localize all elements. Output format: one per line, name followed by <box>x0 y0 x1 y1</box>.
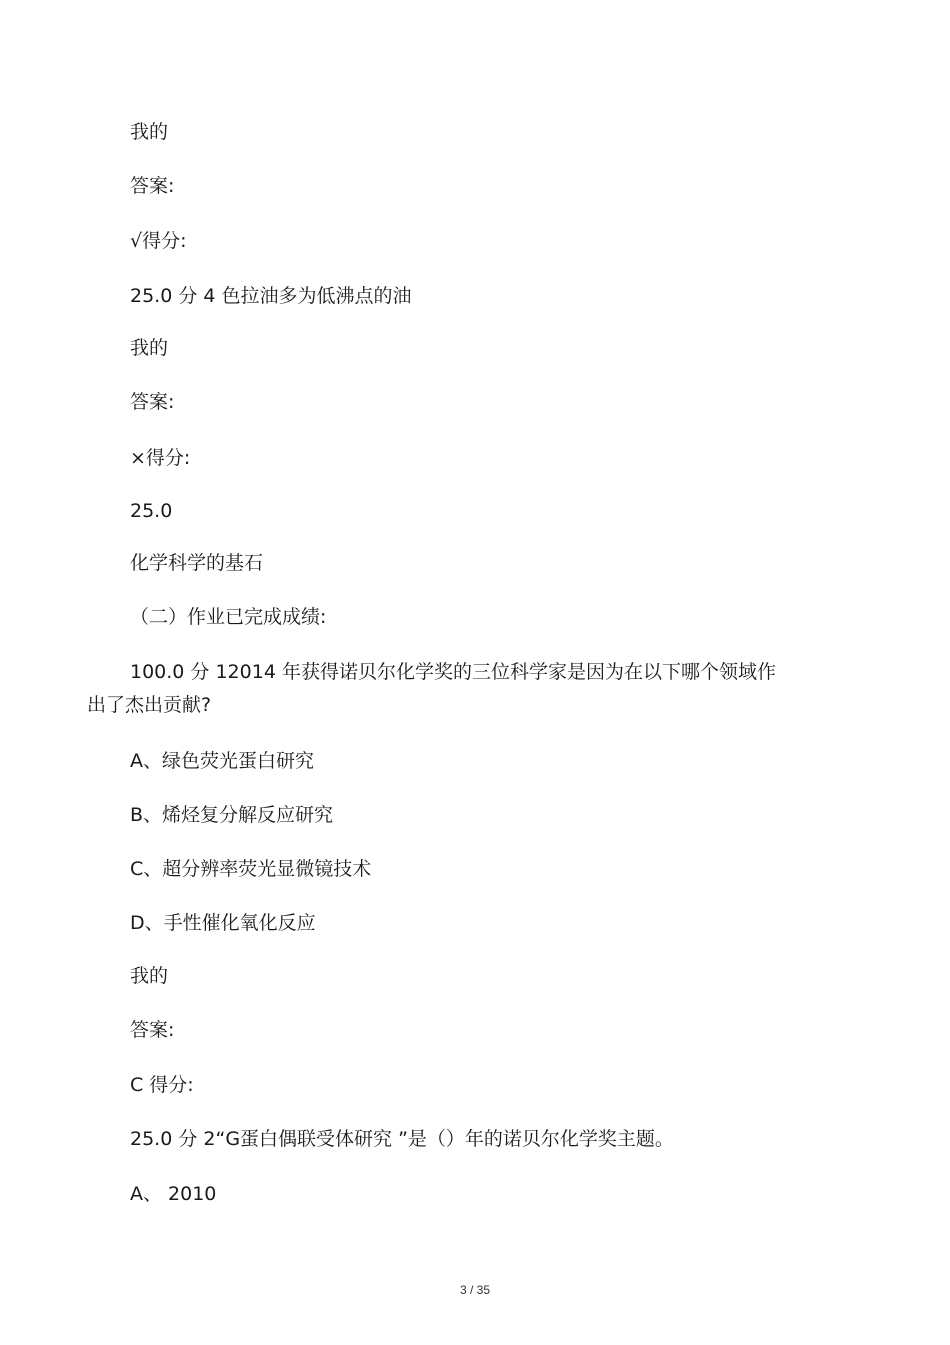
text-line: 我的 <box>130 965 169 987</box>
text-line: 我的 <box>130 337 169 359</box>
question-line-continued: 出了杰出贡献? <box>87 694 212 716</box>
text-line: 答案: <box>130 391 175 413</box>
question-line: 25.0 分 4 色拉油多为低沸点的油 <box>130 285 412 307</box>
answer-line: C 得分: <box>130 1074 194 1096</box>
text-line: 我的 <box>130 121 169 143</box>
option-b: B、烯烃复分解反应研究 <box>130 804 334 826</box>
text-line: 答案: <box>130 175 175 197</box>
section-heading: 化学科学的基石 <box>130 552 264 574</box>
text-line: ×得分: <box>130 447 191 469</box>
score-line: 25.0 <box>130 500 173 522</box>
option-d: D、手性催化氧化反应 <box>130 912 316 934</box>
assignment-status-line: （二）作业已完成成绩: <box>130 606 327 628</box>
option-a: A、 2010 <box>130 1183 217 1205</box>
text-line: √得分: <box>130 230 187 252</box>
text-line: 答案: <box>130 1019 175 1041</box>
question-line: 25.0 分 2“G蛋白偶联受体研究 ”是（）年的诺贝尔化学奖主题。 <box>130 1128 674 1150</box>
question-line: 100.0 分 12014 年获得诺贝尔化学奖的三位科学家是因为在以下哪个领域作 <box>130 661 776 683</box>
option-a: A、绿色荧光蛋白研究 <box>130 750 314 772</box>
option-c: C、超分辨率荧光显微镜技术 <box>130 858 372 880</box>
page-number: 3 / 35 <box>459 1283 491 1297</box>
